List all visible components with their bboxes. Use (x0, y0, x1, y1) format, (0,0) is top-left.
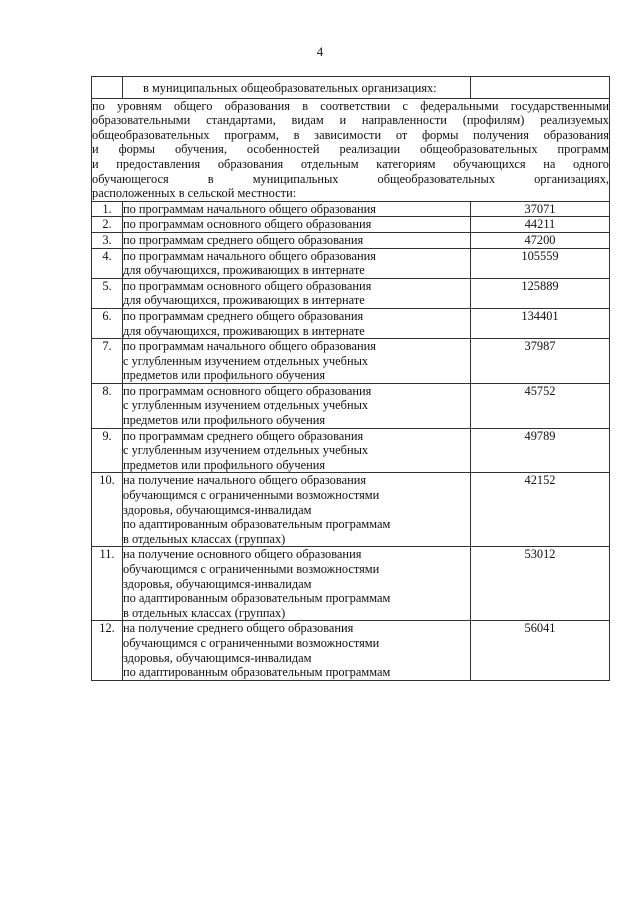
row-description-line: по адаптированным образовательным программам (123, 665, 391, 680)
row-number: 2. (92, 217, 123, 233)
row-description-line: предметов или профильного обучения (123, 457, 326, 472)
row-number: 5. (92, 278, 123, 308)
row-description (123, 201, 471, 217)
row-value: 37071 (471, 201, 610, 217)
row-description-line: с углубленным изучением отдельных учебных (123, 398, 369, 413)
row-description-line: с углубленным изучением отдельных учебных (123, 353, 369, 368)
row-description (123, 248, 471, 278)
table-row (92, 339, 610, 384)
row-description-line: обучающимся с ограниченными возможностями (123, 488, 380, 503)
row-description-line: для обучающихся, проживающих в интернате (123, 263, 365, 278)
row-description-line: на получение начального общего образования (123, 473, 367, 488)
table-row (92, 201, 610, 217)
intro-line: и предоставления образования отдельным категориям обучающихся на одного (92, 156, 609, 171)
row-value: 37987 (471, 339, 610, 384)
intro-line: образовательными стандартами, видам и направленности (профилям) реализуемых (92, 113, 609, 128)
row-number: 8. (92, 383, 123, 428)
row-description-line: по программам основного общего образования (123, 278, 372, 293)
row-description (123, 232, 471, 248)
table-row (92, 232, 610, 248)
row-description-line: по программам начального общего образования (123, 201, 376, 216)
row-number: 7. (92, 339, 123, 384)
row-description (123, 383, 471, 428)
row-description-line: обучающимся с ограниченными возможностями (123, 635, 380, 650)
header-text-cell (123, 77, 471, 99)
row-description (123, 217, 471, 233)
row-value: 42152 (471, 473, 610, 547)
header-text: в муниципальных общеобразовательных организациях: (143, 81, 437, 95)
row-description (123, 473, 471, 547)
table-row (92, 217, 610, 233)
table-row (92, 547, 610, 621)
row-number: 11. (92, 547, 123, 621)
intro-line: общеобразовательных программ, в зависимости от формы получения образования (92, 127, 609, 142)
table-row (92, 383, 610, 428)
row-description-line: здоровья, обучающимся-инвалидам (123, 650, 312, 665)
row-description (123, 339, 471, 384)
row-value: 56041 (471, 621, 610, 680)
row-description (123, 428, 471, 473)
row-value: 44211 (471, 217, 610, 233)
row-description-line: по программам основного общего образования (123, 217, 372, 232)
intro-row (92, 98, 610, 201)
intro-cell (92, 98, 610, 201)
row-description-line: предметов или профильного обучения (123, 368, 326, 383)
row-value: 53012 (471, 547, 610, 621)
tariff-table (91, 76, 610, 681)
row-description-line: для обучающихся, проживающих в интернате (123, 293, 365, 308)
row-description-line: по программам среднего общего образования (123, 308, 364, 323)
row-description-line: здоровья, обучающимся-инвалидам (123, 576, 312, 591)
row-description-line: для обучающихся, проживающих в интернате (123, 323, 365, 338)
row-description-line: в отдельных классах (группах) (123, 531, 286, 546)
row-value: 125889 (471, 278, 610, 308)
row-number: 9. (92, 428, 123, 473)
row-description (123, 278, 471, 308)
row-value: 105559 (471, 248, 610, 278)
row-number: 4. (92, 248, 123, 278)
row-value: 47200 (471, 232, 610, 248)
table-row (92, 308, 610, 338)
row-value: 134401 (471, 308, 610, 338)
intro-line: по уровням общего образования в соответствии с федеральными государственными (92, 98, 609, 113)
intro-line: обучающегося в муниципальных общеобразовательных организациях, (92, 171, 609, 186)
row-description-line: на получение среднего общего образования (123, 621, 354, 636)
header-value-cell (471, 77, 610, 99)
table-row (92, 278, 610, 308)
row-number: 12. (92, 621, 123, 680)
row-value: 49789 (471, 428, 610, 473)
table-row (92, 248, 610, 278)
row-description-line: по программам среднего общего образования (123, 232, 364, 247)
row-number: 6. (92, 308, 123, 338)
table-row (92, 428, 610, 473)
row-description (123, 308, 471, 338)
row-value: 45752 (471, 383, 610, 428)
table-row (92, 473, 610, 547)
row-number: 3. (92, 232, 123, 248)
intro-line: и формы обучения, особенностей реализации общеобразовательных программ (92, 142, 609, 157)
row-description-line: по программам среднего общего образования (123, 428, 364, 443)
row-description-line: на получение основного общего образования (123, 547, 362, 562)
row-description-line: по адаптированным образовательным программам (123, 517, 391, 532)
row-description-line: по программам основного общего образования (123, 383, 372, 398)
table-header-row (92, 77, 610, 99)
row-description-line: здоровья, обучающимся-инвалидам (123, 502, 312, 517)
row-description-line: обучающимся с ограниченными возможностями (123, 562, 380, 576)
intro-line: расположенных в сельской местности: (92, 186, 297, 201)
row-description (123, 547, 471, 621)
row-number: 1. (92, 201, 123, 217)
row-description-line: по программам начального общего образования (123, 339, 376, 354)
table-row (92, 621, 610, 680)
page-number: 4 (316, 44, 324, 59)
row-description-line: по адаптированным образовательным программам (123, 591, 391, 606)
row-description-line: предметов или профильного обучения (123, 413, 326, 428)
row-description-line: в отдельных классах (группах) (123, 605, 286, 620)
row-description-line: с углубленным изучением отдельных учебных (123, 443, 369, 458)
header-num-cell (92, 77, 123, 99)
row-description (123, 621, 471, 680)
row-number: 10. (92, 473, 123, 547)
row-description-line: по программам начального общего образования (123, 248, 376, 263)
